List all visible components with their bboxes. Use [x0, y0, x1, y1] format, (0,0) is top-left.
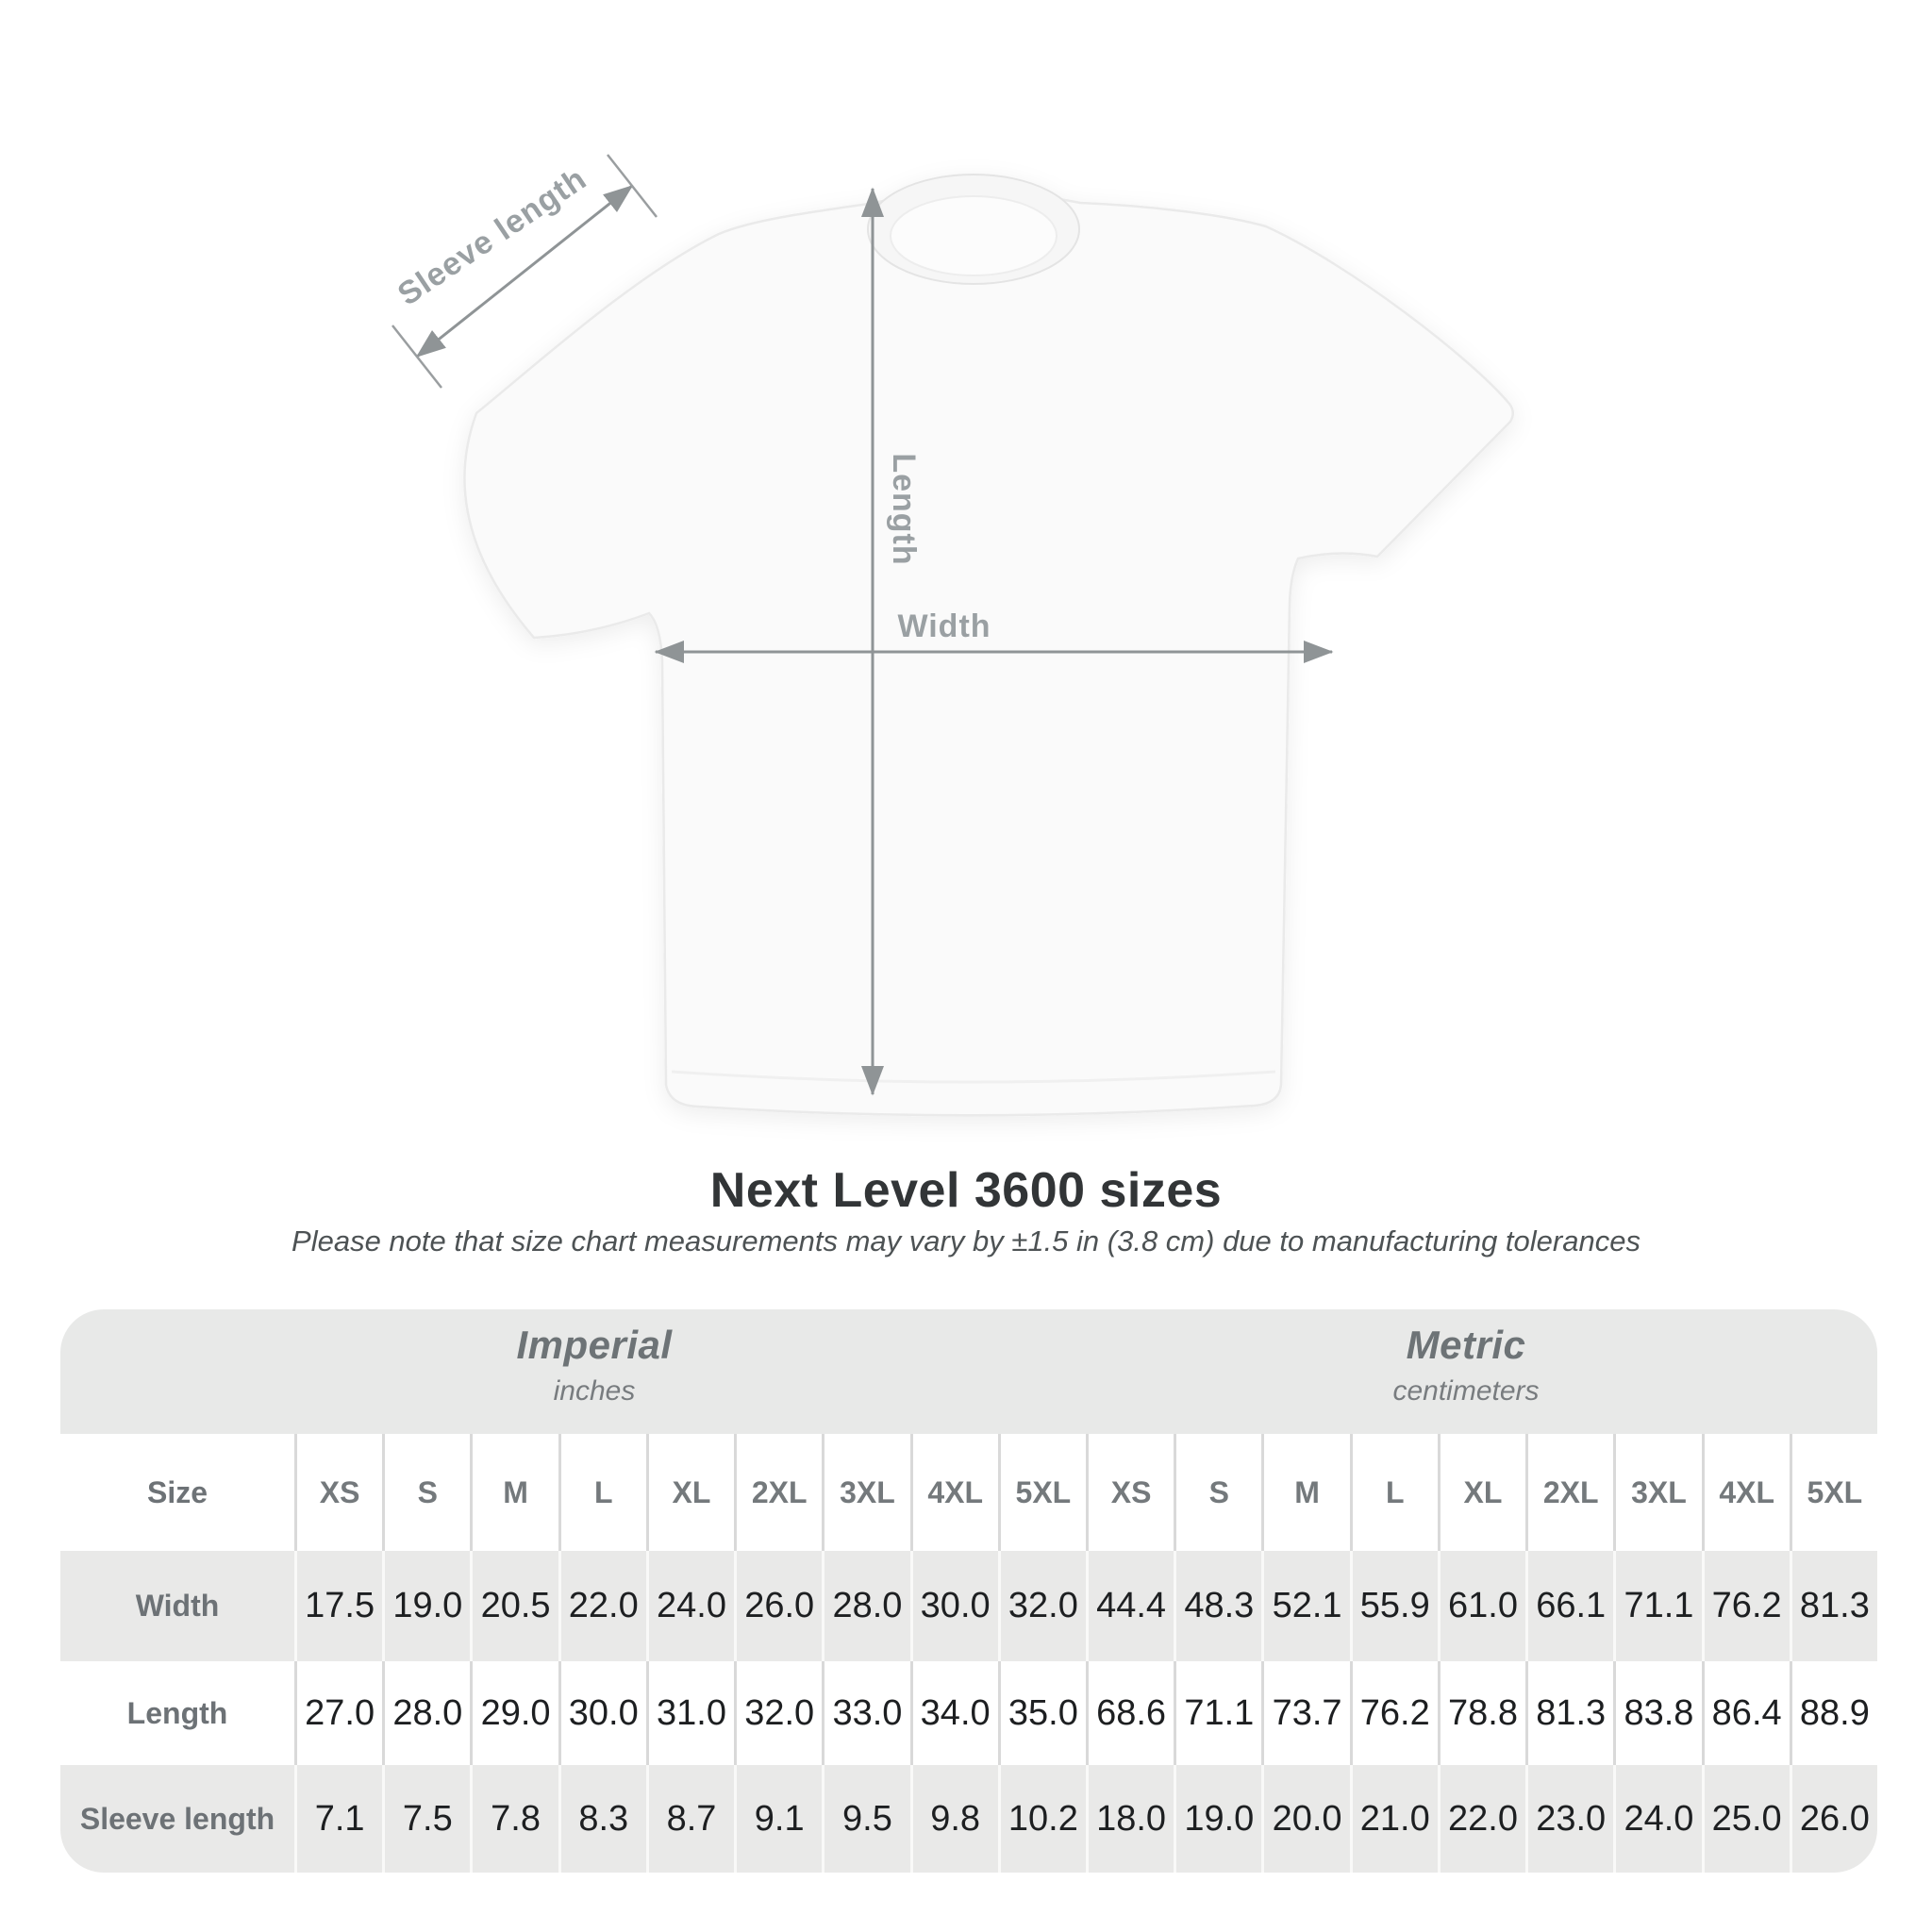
size-col-header-metric: XL — [1438, 1434, 1525, 1551]
value-imperial: 24.0 — [646, 1551, 734, 1661]
value-imperial: 29.0 — [470, 1661, 558, 1765]
value-metric: 19.0 — [1174, 1765, 1261, 1873]
value-imperial: 32.0 — [998, 1551, 1086, 1661]
value-metric: 55.9 — [1350, 1551, 1438, 1661]
value-metric: 73.7 — [1261, 1661, 1349, 1765]
value-metric: 44.4 — [1086, 1551, 1174, 1661]
size-col-header-imperial: M — [470, 1434, 558, 1551]
value-imperial: 30.0 — [910, 1551, 998, 1661]
size-table — [60, 1309, 1877, 1873]
value-metric: 26.0 — [1790, 1765, 1877, 1873]
size-col-header-imperial: S — [382, 1434, 470, 1551]
row-label: Width — [135, 1589, 220, 1623]
value-metric: 71.1 — [1174, 1661, 1261, 1765]
sleeve-length-label: Sleeve length — [391, 160, 593, 313]
value-imperial: 7.8 — [470, 1765, 558, 1873]
tshirt-graphic — [464, 175, 1512, 1115]
imperial-section-title: Imperial — [516, 1323, 673, 1367]
imperial-section-unit: inches — [553, 1375, 636, 1407]
size-col-header-imperial: XS — [294, 1434, 382, 1551]
size-col-header-metric: 3XL — [1613, 1434, 1701, 1551]
size-col-header-metric: 5XL — [1790, 1434, 1877, 1551]
measurement-row — [60, 1551, 1877, 1661]
value-metric: 25.0 — [1702, 1765, 1790, 1873]
value-metric: 48.3 — [1174, 1551, 1261, 1661]
value-metric: 88.9 — [1790, 1661, 1877, 1765]
value-metric: 76.2 — [1350, 1661, 1438, 1765]
value-metric: 23.0 — [1525, 1765, 1613, 1873]
width-label: Width — [897, 608, 991, 644]
value-imperial: 28.0 — [822, 1551, 909, 1661]
size-header-row — [60, 1434, 1877, 1551]
value-metric: 86.4 — [1702, 1661, 1790, 1765]
value-imperial: 33.0 — [822, 1661, 909, 1765]
value-metric: 61.0 — [1438, 1551, 1525, 1661]
size-header-label: Size — [146, 1474, 208, 1509]
collar-inner — [891, 196, 1057, 275]
value-imperial: 7.1 — [294, 1765, 382, 1873]
table-unit-band — [60, 1309, 1877, 1434]
value-metric: 81.3 — [1790, 1551, 1877, 1661]
size-grid — [60, 1434, 1877, 1873]
value-imperial: 30.0 — [558, 1661, 646, 1765]
value-metric: 76.2 — [1702, 1551, 1790, 1661]
value-imperial: 10.2 — [998, 1765, 1086, 1873]
value-metric: 24.0 — [1613, 1765, 1701, 1873]
size-col-header-imperial: 3XL — [822, 1434, 909, 1551]
size-col-header-metric: 4XL — [1702, 1434, 1790, 1551]
value-imperial: 28.0 — [382, 1661, 470, 1765]
value-imperial: 34.0 — [910, 1661, 998, 1765]
value-metric: 78.8 — [1438, 1661, 1525, 1765]
value-metric: 68.6 — [1086, 1661, 1174, 1765]
size-col-header-metric: S — [1174, 1434, 1261, 1551]
value-metric: 71.1 — [1613, 1551, 1701, 1661]
value-metric: 18.0 — [1086, 1765, 1174, 1873]
value-imperial: 7.5 — [382, 1765, 470, 1873]
size-col-header-imperial: 5XL — [998, 1434, 1086, 1551]
size-col-header-imperial: L — [558, 1434, 646, 1551]
value-imperial: 8.7 — [646, 1765, 734, 1873]
row-label: Length — [126, 1695, 228, 1730]
value-metric: 22.0 — [1438, 1765, 1525, 1873]
value-imperial: 8.3 — [558, 1765, 646, 1873]
measurement-row — [60, 1765, 1877, 1873]
value-metric: 21.0 — [1350, 1765, 1438, 1873]
value-imperial: 32.0 — [734, 1661, 822, 1765]
value-metric: 52.1 — [1261, 1551, 1349, 1661]
value-imperial: 17.5 — [294, 1551, 382, 1661]
value-imperial: 9.1 — [734, 1765, 822, 1873]
size-col-header-metric: XS — [1086, 1434, 1174, 1551]
value-imperial: 27.0 — [294, 1661, 382, 1765]
value-metric: 66.1 — [1525, 1551, 1613, 1661]
size-col-header-imperial: XL — [646, 1434, 734, 1551]
page-title: Next Level 3600 sizes — [709, 1163, 1223, 1218]
value-imperial: 31.0 — [646, 1661, 734, 1765]
page-subtitle: Please note that size chart measurements may vary by ±1.5 in (3.8 cm) due to manufacturing tolerances — [291, 1224, 1641, 1257]
value-imperial: 22.0 — [558, 1551, 646, 1661]
imperial-section-header — [516, 1323, 672, 1407]
measurement-row — [60, 1661, 1877, 1765]
size-col-header-imperial: 2XL — [734, 1434, 822, 1551]
value-imperial: 19.0 — [382, 1551, 470, 1661]
value-imperial: 26.0 — [734, 1551, 822, 1661]
value-metric: 81.3 — [1525, 1661, 1613, 1765]
metric-section-title: Metric — [1406, 1323, 1526, 1367]
size-col-header-metric: 2XL — [1525, 1434, 1613, 1551]
value-metric: 83.8 — [1613, 1661, 1701, 1765]
value-imperial: 9.8 — [910, 1765, 998, 1873]
row-label: Sleeve length — [79, 1801, 275, 1836]
value-imperial: 35.0 — [998, 1661, 1086, 1765]
value-metric: 20.0 — [1261, 1765, 1349, 1873]
tshirt-body — [464, 192, 1512, 1116]
size-col-header-metric: L — [1350, 1434, 1438, 1551]
metric-section-header — [1392, 1323, 1539, 1407]
value-imperial: 9.5 — [822, 1765, 909, 1873]
value-imperial: 20.5 — [470, 1551, 558, 1661]
length-label: Length — [886, 453, 922, 566]
metric-section-unit: centimeters — [1392, 1375, 1540, 1407]
size-col-header-metric: M — [1261, 1434, 1349, 1551]
size-col-header-imperial: 4XL — [910, 1434, 998, 1551]
